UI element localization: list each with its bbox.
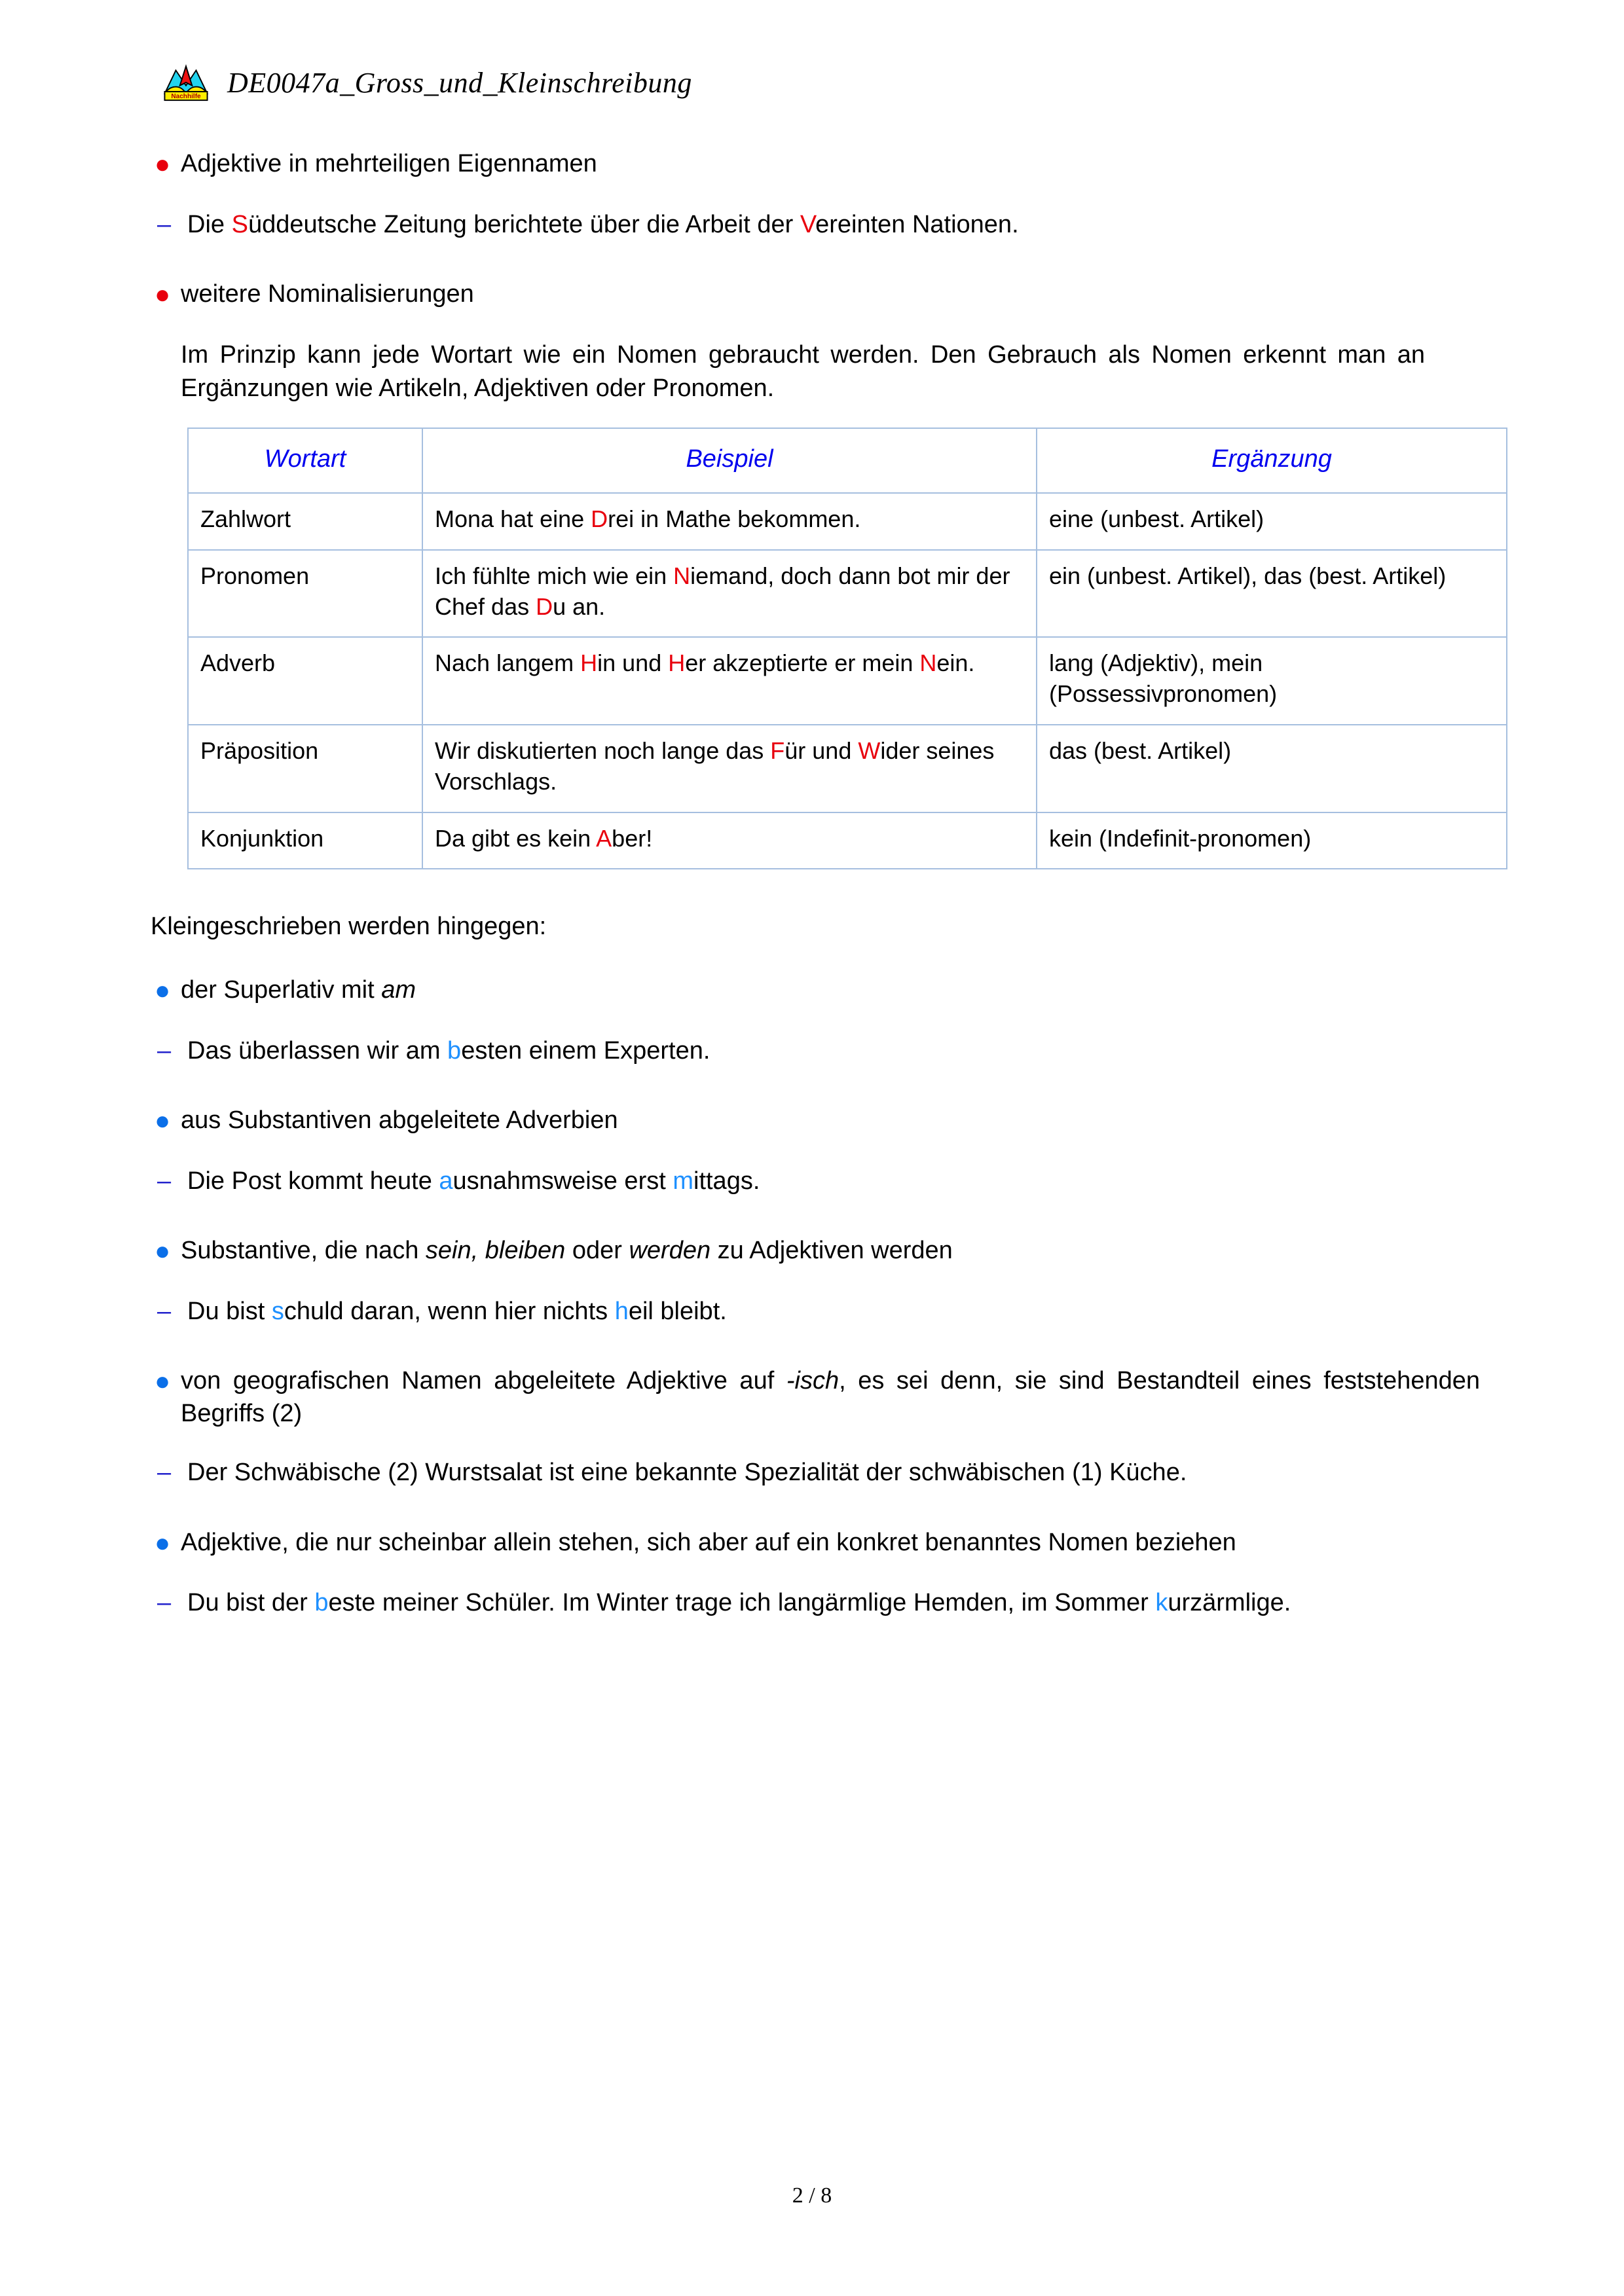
example-text: Du bist schuld daran, wenn hier nichts heil bleibt. <box>187 1297 727 1325</box>
cell-beispiel: Wir diskutierten noch lange das Für und Wider seines Vorschlags. <box>422 725 1037 812</box>
bullet-dot-red-icon: ● <box>155 150 171 179</box>
nachhilfe-mountain-logo <box>160 62 212 103</box>
list-item-superlativ <box>151 974 1480 1008</box>
cell-wortart: Pronomen <box>188 550 422 638</box>
page-footer <box>0 2183 1624 2208</box>
dash-marker-icon: – <box>157 1297 172 1325</box>
example-scheinbar <box>151 1586 1480 1619</box>
example-text: Die Post kommt heute ausnahmsweise erst mittags. <box>187 1167 760 1195</box>
list-item-substantive <box>151 1234 1480 1269</box>
bullet-dot-blue-icon: ● <box>155 1528 171 1558</box>
example-geografisch <box>151 1456 1480 1489</box>
list-item-label: aus Substantiven abgeleitete Adverbien <box>181 1106 618 1135</box>
list-item-geografisch <box>151 1364 1480 1430</box>
wortarten-table-container <box>187 428 1480 870</box>
bullet-dot-blue-icon: ● <box>155 976 171 1006</box>
example-eigennamen <box>151 208 1480 241</box>
cell-wortart: Adverb <box>188 637 422 725</box>
list-item-label: Adjektive, die nur scheinbar allein stehen, sich aber auf ein konkret benanntes Nomen beziehen <box>181 1528 1236 1556</box>
list-item-eigennamen <box>151 147 1480 182</box>
list-item-label: Adjektive in mehrteiligen Eigennamen <box>181 150 597 177</box>
bullet-dot-blue-icon: ● <box>155 1367 171 1396</box>
list-item-scheinbar <box>151 1526 1480 1561</box>
list-item-label: von geografischen Namen abgeleitete Adjektive auf -isch, es sei denn, sie sind Bestandteil eines feststehenden Begriffs (2) <box>181 1367 1480 1428</box>
page-number: 2 / 8 <box>792 2183 832 2208</box>
cell-ergaenzung: eine (unbest. Artikel) <box>1037 493 1507 550</box>
cell-ergaenzung: das (best. Artikel) <box>1037 725 1507 812</box>
column-header-wortart: Wortart <box>188 428 422 493</box>
table-row <box>188 550 1507 638</box>
list-item-label: der Superlativ mit am <box>181 976 416 1004</box>
list-item-nominalisierungen <box>151 278 1480 312</box>
list-item-label: weitere Nominalisierungen <box>181 280 474 308</box>
paragraph-prinzip: Im Prinzip kann jede Wortart wie ein Nomen gebraucht werden. Den Gebrauch als Nomen erkennt man an Ergänzungen wie Artikeln, Adjektiven oder Pronomen. <box>181 340 1425 402</box>
wortarten-table <box>187 428 1507 870</box>
cell-beispiel: Da gibt es kein Aber! <box>422 812 1037 869</box>
example-substantive <box>151 1295 1480 1328</box>
dash-marker-icon: – <box>157 1589 172 1617</box>
bullet-dot-blue-icon: ● <box>155 1237 171 1266</box>
table-row <box>188 812 1507 869</box>
bullet-dot-red-icon: ● <box>155 280 171 309</box>
example-text: Der Schwäbische (2) Wurstsalat ist eine bekannte Spezialität der schwäbischen (1) Küche. <box>187 1459 1187 1487</box>
column-header-beispiel: Beispiel <box>422 428 1037 493</box>
dash-marker-icon: – <box>157 1167 172 1195</box>
column-header-ergaenzung: Ergänzung <box>1037 428 1507 493</box>
table-row <box>188 493 1507 550</box>
document-header <box>160 62 692 103</box>
table-row <box>188 725 1507 812</box>
cell-beispiel: Mona hat eine Drei in Mathe bekommen. <box>422 493 1037 550</box>
document-title: DE0047a_Gross_und_Kleinschreibung <box>227 66 692 99</box>
cell-ergaenzung: kein (Indefinit-pronomen) <box>1037 812 1507 869</box>
example-text: Die Süddeutsche Zeitung berichtete über die Arbeit der Vereinten Nationen. <box>187 210 1019 238</box>
cell-ergaenzung: ein (unbest. Artikel), das (best. Artikel) <box>1037 550 1507 638</box>
list-item-label: Substantive, die nach sein, bleiben oder werden zu Adjektiven werden <box>181 1237 953 1265</box>
cell-wortart: Präposition <box>188 725 422 812</box>
svg-text:Nachhilfe: Nachhilfe <box>171 93 201 101</box>
list-item-adverbien <box>151 1104 1480 1139</box>
cell-beispiel: Ich fühlte mich wie ein Niemand, doch dann bot mir der Chef das Du an. <box>422 550 1037 638</box>
example-text: Du bist der beste meiner Schüler. Im Winter trage ich langärmlige Hemden, im Sommer kurzärmlige. <box>187 1589 1291 1617</box>
example-adverbien <box>151 1165 1480 1197</box>
document-body <box>151 147 1480 1626</box>
heading-kleingeschrieben: Kleingeschrieben werden hingegen: <box>151 913 547 941</box>
table-row <box>188 637 1507 725</box>
dash-marker-icon: – <box>157 1459 172 1487</box>
dash-marker-icon: – <box>157 210 172 238</box>
bullet-dot-blue-icon: ● <box>155 1106 171 1136</box>
cell-ergaenzung: lang (Adjektiv), mein (Possessivpronomen) <box>1037 637 1507 725</box>
cell-wortart: Konjunktion <box>188 812 422 869</box>
example-superlativ <box>151 1034 1480 1067</box>
example-text: Das überlassen wir am besten einem Experten. <box>187 1037 710 1065</box>
dash-marker-icon: – <box>157 1037 172 1065</box>
cell-wortart: Zahlwort <box>188 493 422 550</box>
cell-beispiel: Nach langem Hin und Her akzeptierte er mein Nein. <box>422 637 1037 725</box>
table-header-row <box>188 428 1507 493</box>
